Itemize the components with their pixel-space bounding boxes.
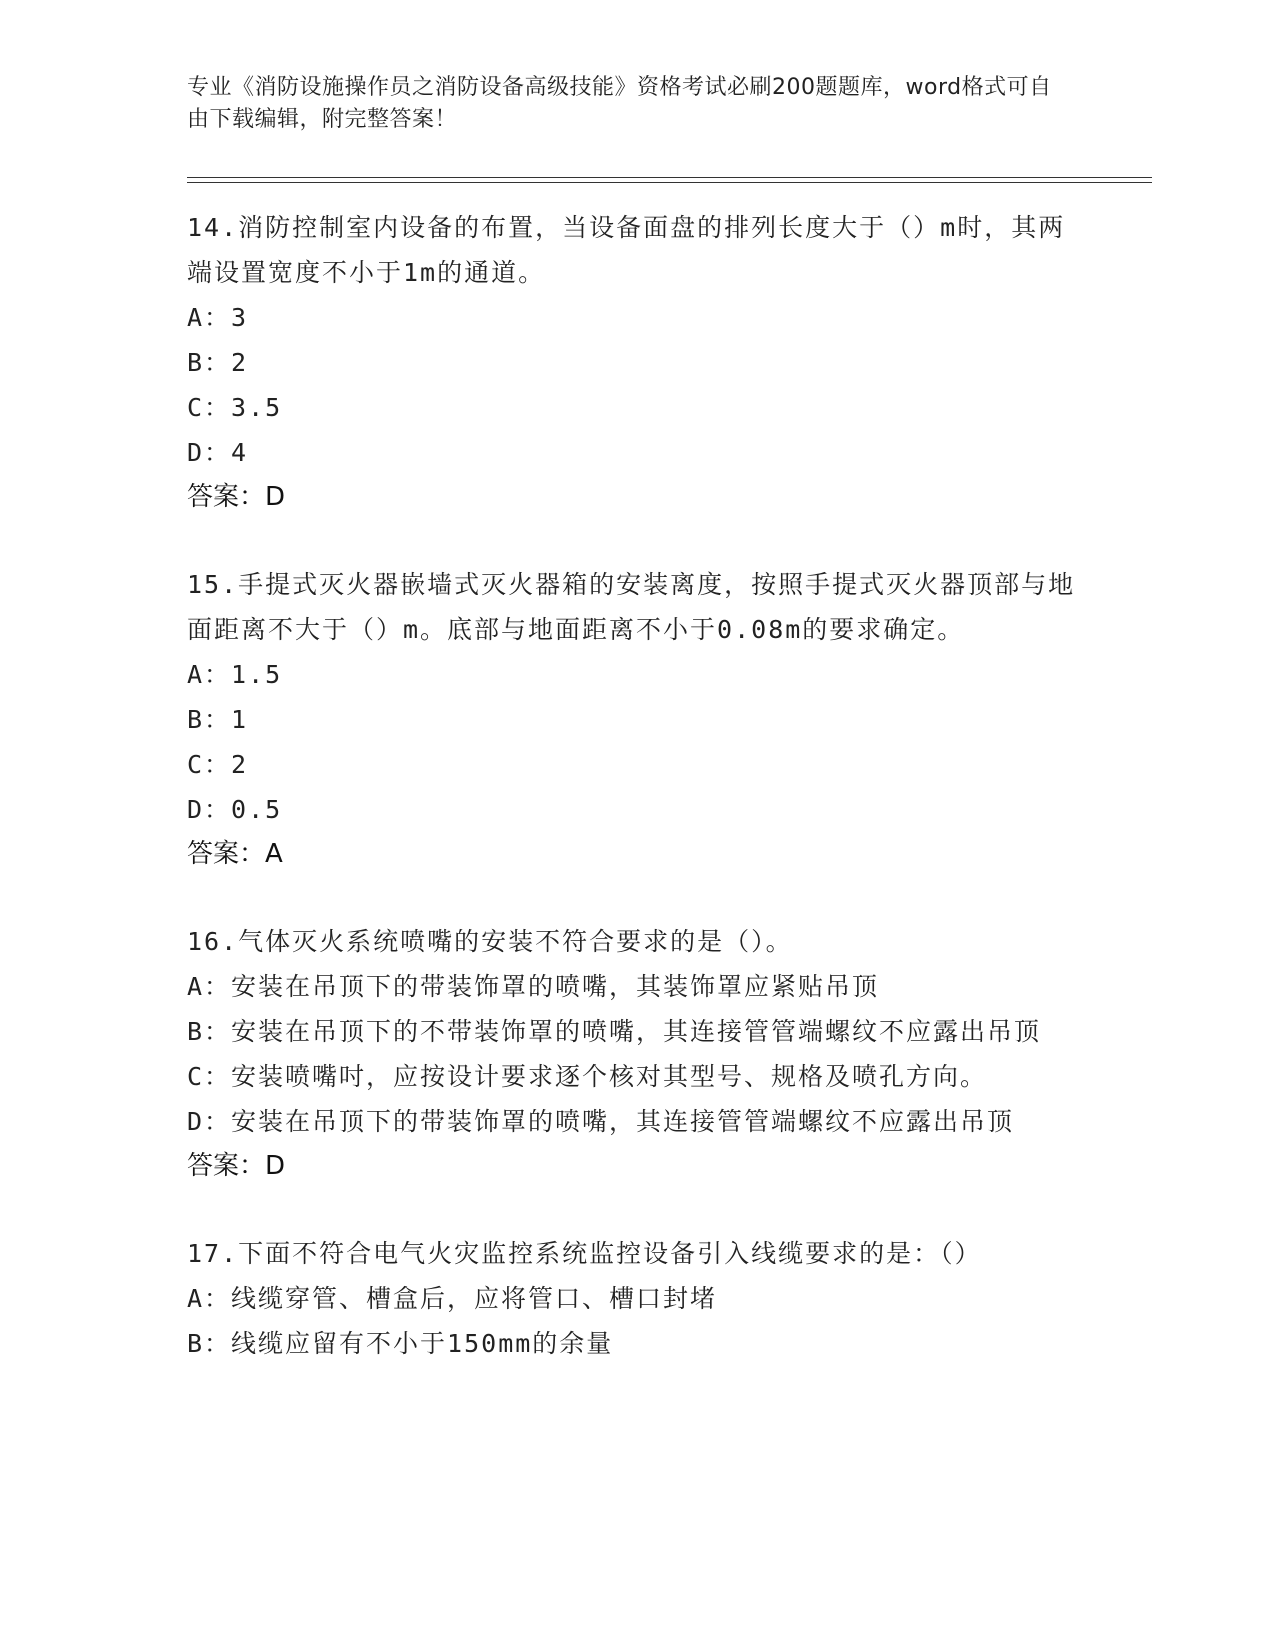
- header-rule-bottom: [187, 182, 1152, 183]
- question-14: [187, 205, 1087, 520]
- question-15: [187, 562, 1087, 877]
- option-c: C：安装喷嘴吋，应按设计要求逐个核对其型号、规格及喷孔方向。: [187, 1062, 988, 1091]
- question-stem: 15.手提式灭火器嵌墙式灭火器箱的安装离度，按照手提式灭火器顶部与地面距离不大于（）m。底部与地面距离不小于0.08m的要求确定。: [187, 570, 1076, 644]
- question-stem: 14.消防控制室内设备的布置，当设备面盘的排列长度大于（）m时，其两端设置宽度不小于1m的通道。: [187, 213, 1066, 287]
- question-stem: 17.下面不符合电气火灾监控系统监控设备引入线缆要求的是：（）: [187, 1239, 982, 1268]
- option-b: B：安装在吊顶下的不带装饰罩的喷嘴，其连接管管端螺纹不应露出吊顶: [187, 1017, 1042, 1046]
- header-rule-top: [187, 177, 1152, 178]
- option-b: B：线缆应留有不小于150mm的余量: [187, 1329, 614, 1358]
- question-16: [187, 919, 1087, 1189]
- option-d: D：4: [187, 438, 249, 467]
- option-d: D：0.5: [187, 795, 283, 824]
- option-a: A：线缆穿管、槽盒后，应将管口、槽口封堵: [187, 1284, 718, 1313]
- option-a: A：3: [187, 303, 249, 332]
- question-17: [187, 1231, 1087, 1366]
- option-a: A：1.5: [187, 660, 283, 689]
- question-list: [187, 205, 1087, 1408]
- document-header: [187, 72, 1067, 136]
- option-d: D：安装在吊顶下的带装饰罩的喷嘴，其连接管管端螺纹不应露出吊顶: [187, 1107, 1015, 1136]
- answer: 答案：D: [187, 482, 286, 512]
- option-a: A：安装在吊顶下的带装饰罩的喷嘴，其装饰罩应紧贴吊顶: [187, 972, 880, 1001]
- option-b: B：2: [187, 348, 249, 377]
- answer: 答案：D: [187, 1151, 286, 1181]
- option-c: C：2: [187, 750, 249, 779]
- question-stem: 16.气体灭火系统喷嘴的安装不符合要求的是（）。: [187, 927, 793, 956]
- answer: 答案：A: [187, 839, 283, 869]
- option-b: B：1: [187, 705, 249, 734]
- header-title: 专业《消防设施操作员之消防设备高级技能》资格考试必刷200题题库，word格式可自由下载编辑，附完整答案！: [187, 75, 1052, 132]
- option-c: C：3.5: [187, 393, 283, 422]
